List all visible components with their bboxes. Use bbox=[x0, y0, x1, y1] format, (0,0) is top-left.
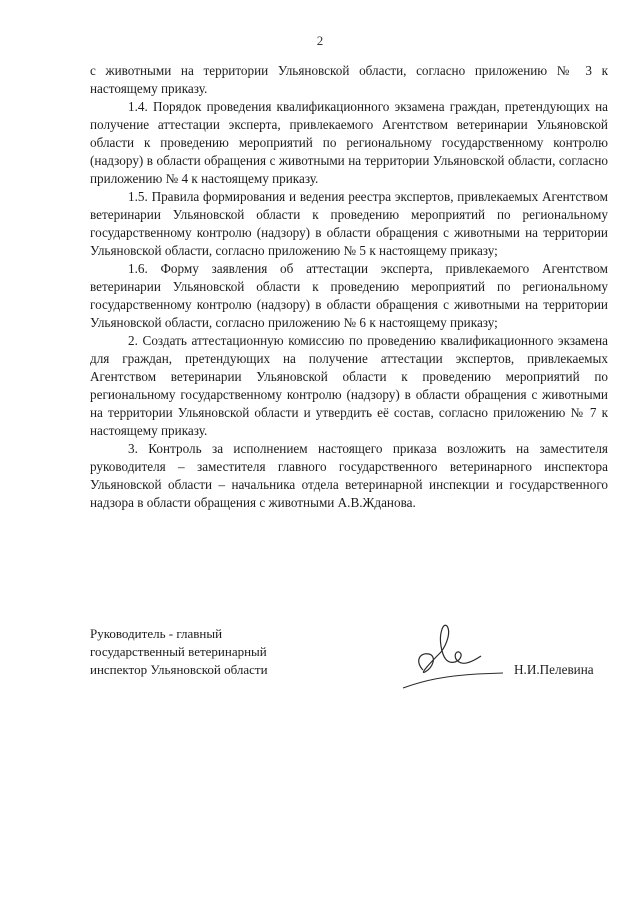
handwritten-signature bbox=[385, 618, 505, 696]
paragraph-2: 2. Создать аттестационную комиссию по проведению квалификационного экзамена для граждан, претендующих на получение аттестации экспертов, привлекаемых Агентством ветеринарии Ульяновской области к проведению мероприятий по региональному государственному контролю (надзору) в области обращения с животными на территории Ульяновской области и утвердить её состав, согласно приложению № 7 к настоящему приказу. bbox=[90, 333, 608, 438]
signatory-title-line: государственный ветеринарный bbox=[90, 644, 267, 659]
paragraph-3: 3. Контроль за исполнением настоящего приказа возложить на заместителя руководителя – заместителя главного государственного ветеринарного инспектора Ульяновской области – начальника отдела ветеринарной инспекции и государственного надзора в области обращения с животными А.В.Жданова. bbox=[90, 441, 608, 510]
signatory-title bbox=[90, 625, 268, 679]
paragraph-1-4: 1.4. Порядок проведения квалификационного экзамена граждан, претендующих на получение аттестации эксперта, привлекаемого Агентством ветеринарии Ульяновской области к проведению мероприятий по региональному государственному контролю (надзору) в области обращения с животными на территории Ульяновской области, согласно приложению № 4 к настоящему приказу. bbox=[90, 99, 608, 186]
page-number: 2 bbox=[316, 33, 324, 48]
signatory-title-line: инспектор Ульяновской области bbox=[90, 662, 268, 677]
document-body bbox=[90, 62, 608, 512]
signer-name: Н.И.Пелевина bbox=[514, 662, 594, 677]
paragraph-continuation: с животными на территории Ульяновской области, согласно приложению № 3 к настоящему приказу. bbox=[90, 63, 608, 96]
paragraph-1-6: 1.6. Форму заявления об аттестации эксперта, привлекаемого Агентством ветеринарии Ульяновской области к проведению мероприятий по региональному государственному контролю (надзору) в области обращения с животными на территории Ульяновской области, согласно приложению № 6 к настоящему приказу; bbox=[90, 261, 608, 330]
paragraph-1-5: 1.5. Правила формирования и ведения реестра экспертов, привлекаемых Агентством ветеринарии Ульяновской области к проведению мероприятий по региональному государственному контролю (надзору) в области обращения с животными на территории Ульяновской области, согласно приложению № 5 к настоящему приказу; bbox=[90, 189, 608, 258]
signatory-title-line: Руководитель - главный bbox=[90, 626, 223, 641]
